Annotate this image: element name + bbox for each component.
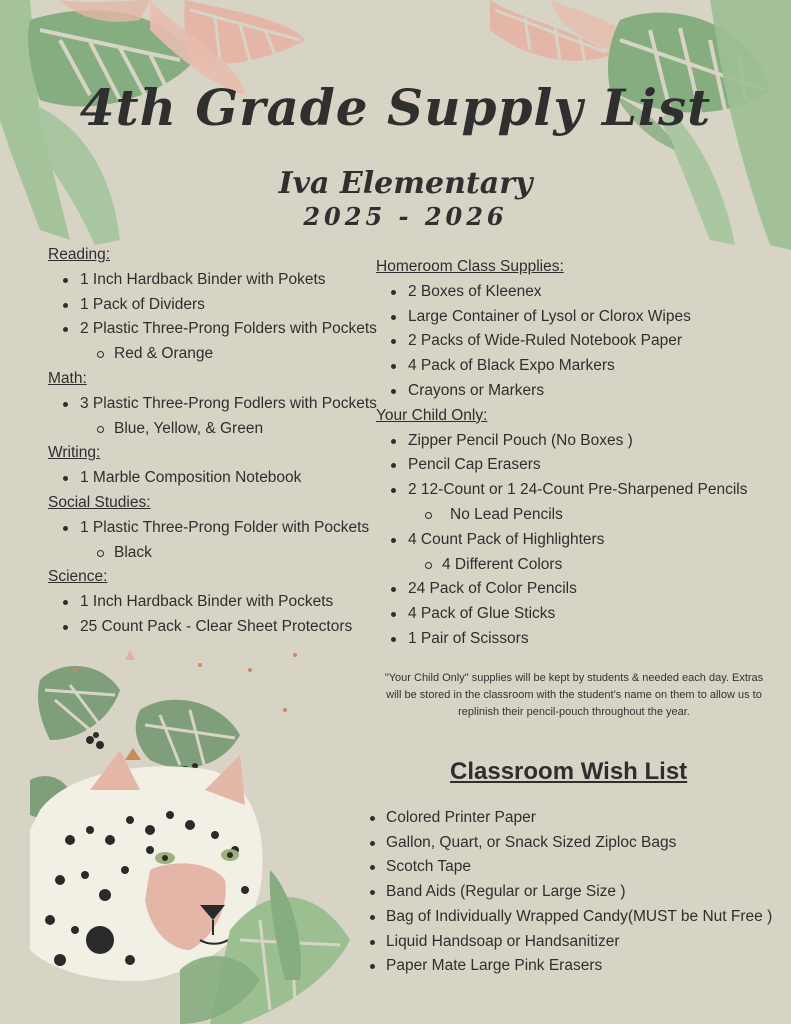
list-item: 1 Pack of Dividers: [48, 293, 377, 318]
list-item: 1 Inch Hardback Binder with Pokets: [48, 268, 377, 293]
list-item: 1 Inch Hardback Binder with Pockets: [48, 590, 377, 615]
sub-list-item: Blue, Yellow, & Green: [48, 417, 377, 442]
jaguar-illustration-icon: [30, 640, 380, 1024]
supply-note: "Your Child Only" supplies will be kept by students & needed each day. Extras will be stored in the classroom with the student's name on them to allow us to replinish their pencil-pouch throughout the year.: [384, 672, 764, 718]
section-homeroom-supplies: [376, 255, 747, 404]
wish-list-item: Bag of Individually Wrapped Candy(MUST be Nut Free ): [362, 905, 772, 930]
list-item: 4 Count Pack of Highlighters: [376, 528, 747, 553]
list-item: 3 Plastic Three-Prong Fodlers with Pockets: [48, 392, 377, 417]
section-heading: Homeroom Class Supplies:: [376, 258, 564, 275]
wish-list-item: Scotch Tape: [362, 855, 772, 880]
wish-list-item: Band Aids (Regular or Large Size ): [362, 880, 772, 905]
wish-list-item: Paper Mate Large Pink Erasers: [362, 954, 772, 979]
list-item: 4 Pack of Black Expo Markers: [376, 354, 747, 379]
wish-list-item: Liquid Handsoap or Handsanitizer: [362, 930, 772, 955]
section-social-studies: [48, 491, 377, 565]
list-item: 2 12-Count or 1 24-Count Pre-Sharpened Pencils: [376, 478, 747, 503]
section-heading: Reading:: [48, 246, 111, 263]
list-item: 4 Pack of Glue Sticks: [376, 602, 747, 627]
list-item: 2 Plastic Three-Prong Folders with Pockets: [48, 317, 377, 342]
page-title: 4th Grade Supply List: [79, 78, 712, 137]
wish-list-item: Gallon, Quart, or Snack Sized Ziploc Bags: [362, 831, 772, 856]
list-item: 2 Packs of Wide-Ruled Notebook Paper: [376, 329, 747, 354]
section-reading: [48, 243, 377, 367]
section-science: [48, 565, 377, 639]
section-heading: Your Child Only:: [376, 406, 488, 424]
wish-list-item: Colored Printer Paper: [362, 806, 772, 831]
school-name: Iva Elementary: [278, 166, 533, 201]
section-your-child-only: [376, 404, 747, 652]
sub-list-item: 4 Different Colors: [376, 553, 747, 578]
section-heading: Writing:: [48, 444, 101, 462]
sub-list-item: No Lead Pencils: [376, 503, 747, 528]
list-item: Crayons or Markers: [376, 379, 747, 404]
section-heading: Social Studies:: [48, 493, 151, 511]
list-item: 2 Boxes of Kleenex: [376, 280, 747, 305]
school-year: 2025 - 2026: [303, 202, 508, 231]
sub-list-item: Black: [48, 541, 377, 566]
sub-list-item: Red & Orange: [48, 342, 377, 367]
list-item: 1 Pair of Scissors: [376, 627, 747, 652]
list-item: Zipper Pencil Pouch (No Boxes ): [376, 429, 747, 454]
list-item: 1 Marble Composition Notebook: [48, 466, 377, 491]
wish-list: [362, 806, 772, 979]
section-heading: Math:: [48, 369, 87, 387]
list-item: 1 Plastic Three-Prong Folder with Pockets: [48, 516, 377, 541]
wish-list-title: Classroom Wish List: [450, 758, 688, 785]
section-math: [48, 367, 377, 441]
section-heading: Science:: [48, 568, 108, 586]
section-writing: [48, 441, 377, 491]
left-supply-column: [48, 243, 377, 640]
right-supply-column: [376, 255, 747, 652]
list-item: Pencil Cap Erasers: [376, 453, 747, 478]
list-item: Large Container of Lysol or Clorox Wipes: [376, 305, 747, 330]
list-item: 24 Pack of Color Pencils: [376, 577, 747, 602]
list-item: 25 Count Pack - Clear Sheet Protectors: [48, 615, 377, 640]
